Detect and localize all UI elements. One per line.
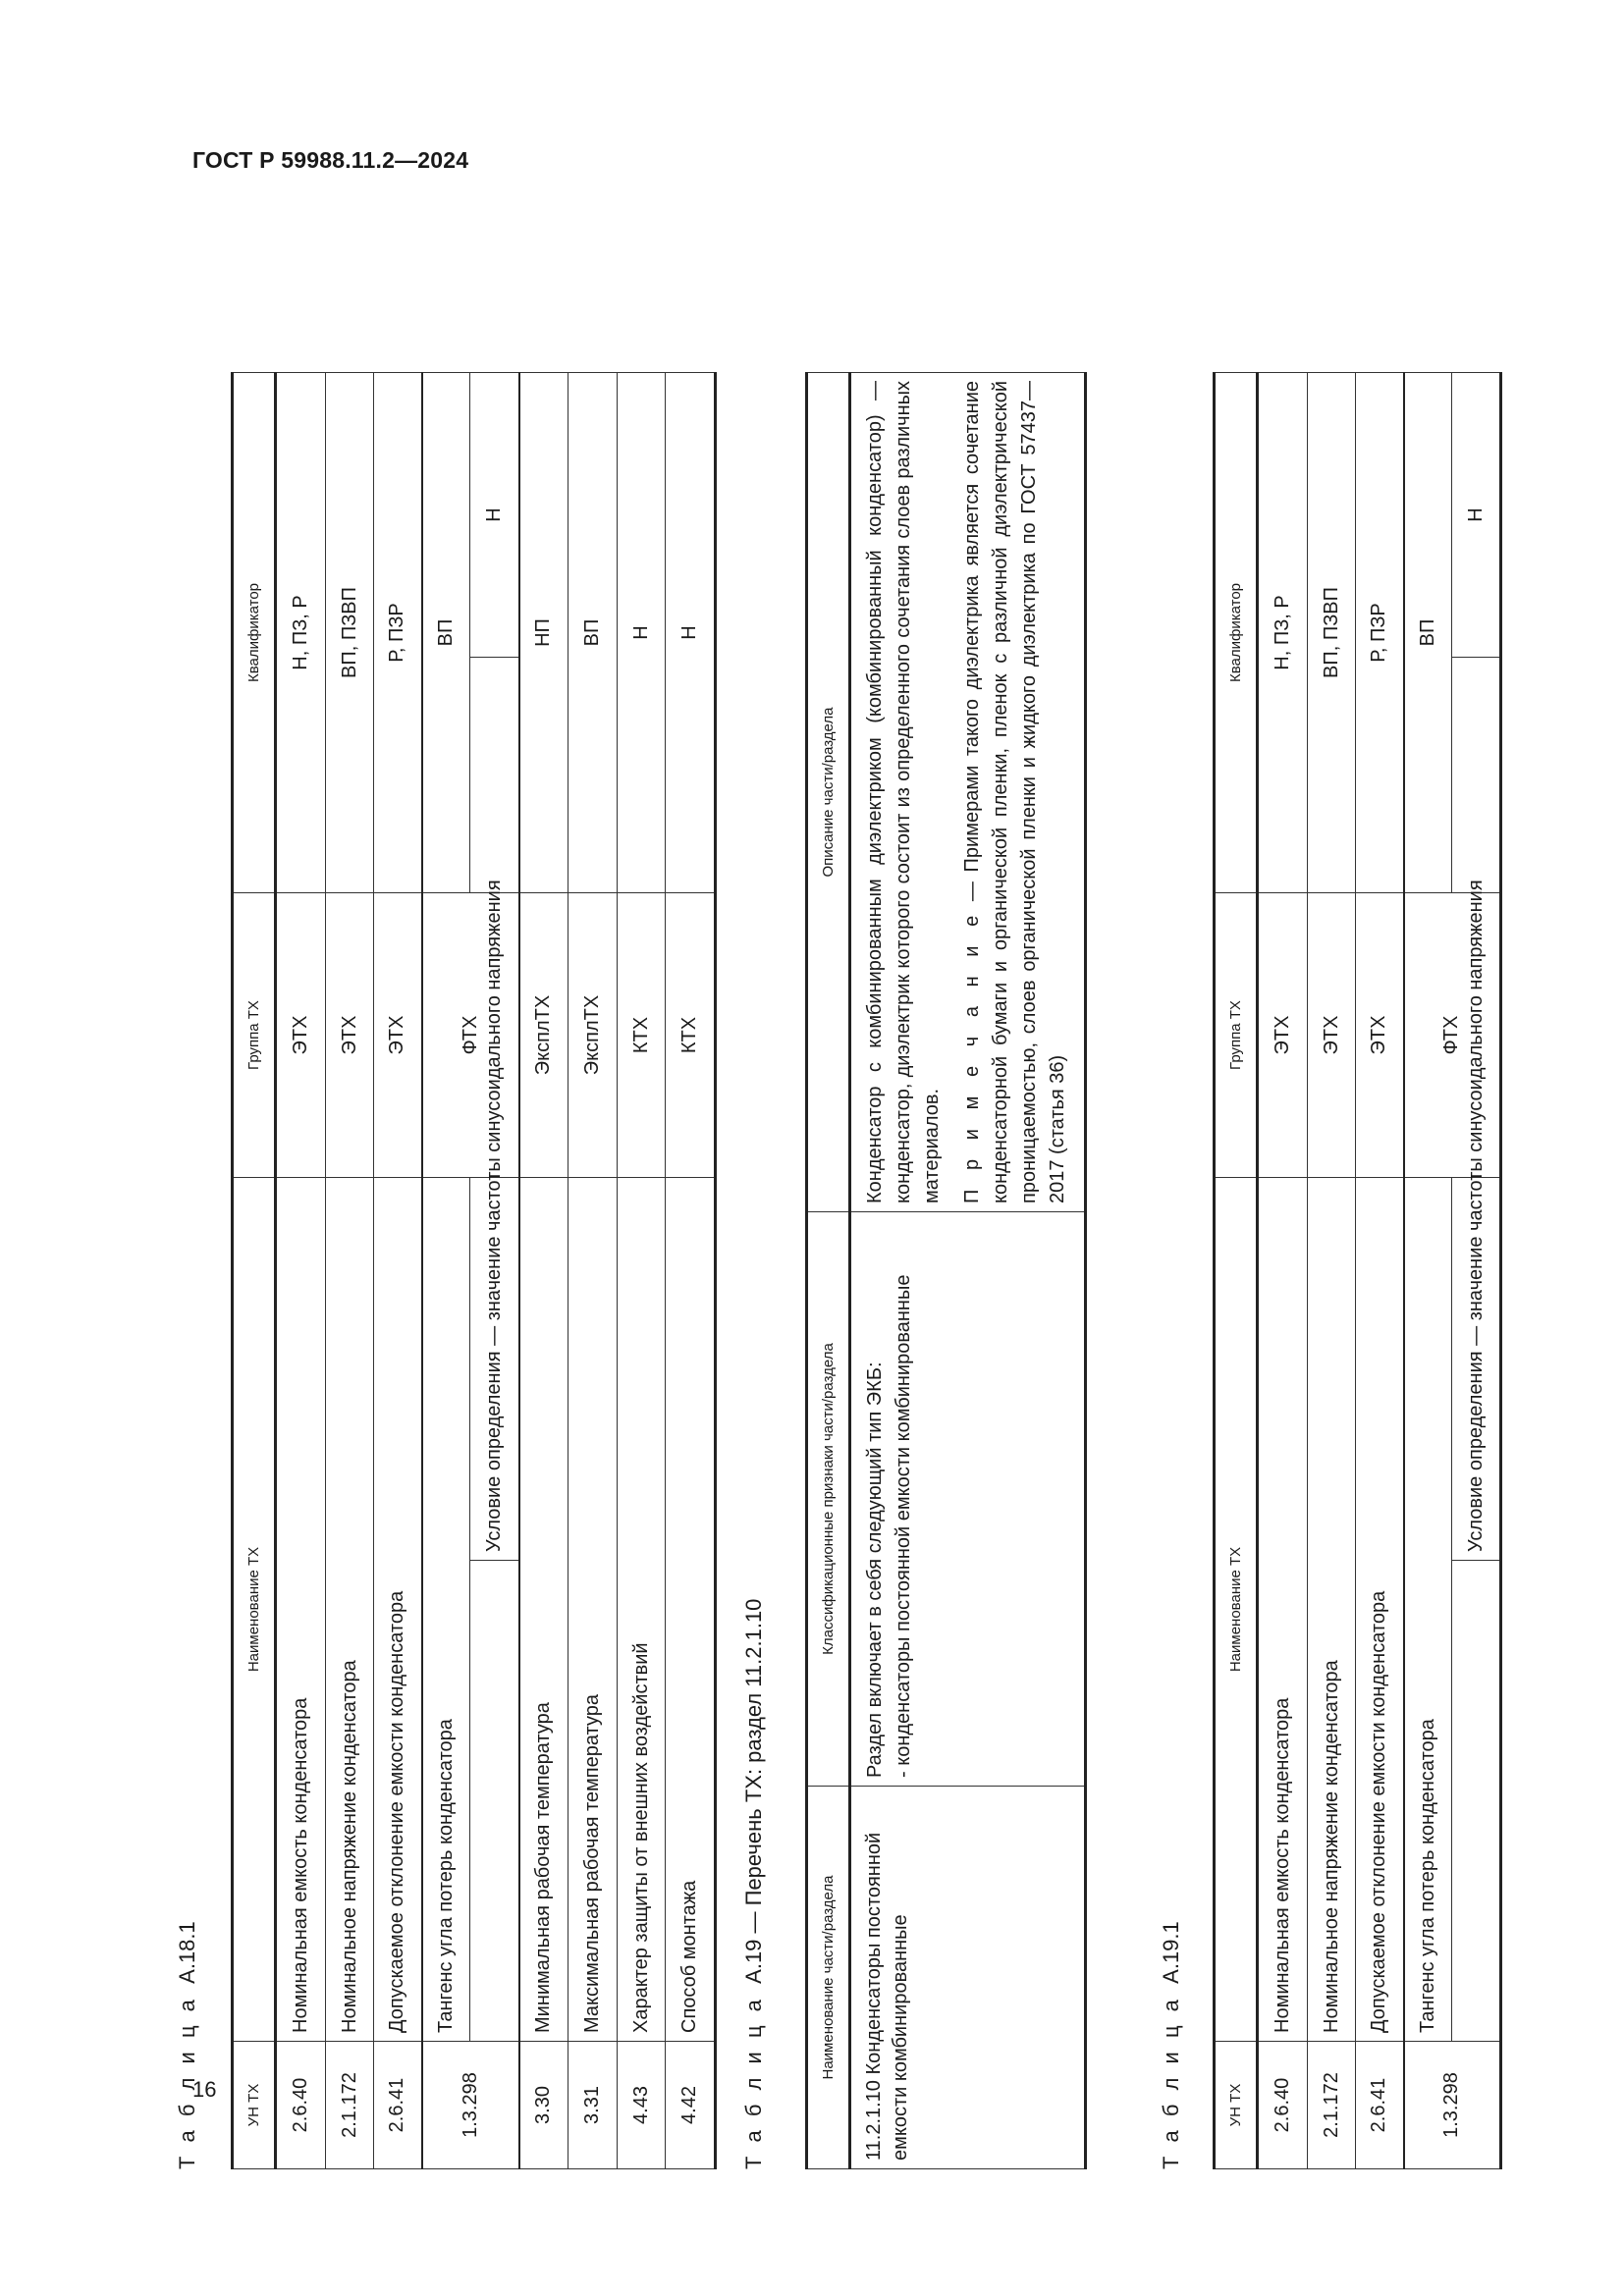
table-a19-caption: Т а б л и ц а А.19 — Перечень ТХ: раздел 11.2.1.10 xyxy=(741,1598,766,2169)
description-cell: Конденсатор с комбинированным диэлектриком (комбинированный конденсатор) — конденсатор, диэлектрик которого состоит из определенного сочетания слоев различных материалов. П р и м е ч а н и е — Примерами такого диэлектрика является сочетание конденсаторной бумаги и органической пленки, пленок с различной диэлектрической проницаемостью, слоев органической пленки и жидкого диэлектрика по ГОСТ 57437—2017 (статья 36) xyxy=(850,373,1086,1212)
table-row: 1.3.298 Тангенс угла потерь конденсатора ФТХ ВП xyxy=(422,372,470,2168)
col-header-qualifier: Квалификатор xyxy=(233,372,276,892)
rotated-content xyxy=(177,49,1532,2169)
table-row: 2.1.172 Номинальное напряжение конденсатора ЭТХ ВП, ПЗВП xyxy=(326,372,374,2168)
col-header-description: Описание части/раздела xyxy=(807,373,850,1212)
col-header-group: Группа ТХ xyxy=(233,892,276,1177)
table-a19-1 xyxy=(1213,372,1502,2169)
col-header-code: УН ТХ xyxy=(1215,2042,1258,2169)
table-row: 3.30 Минимальная рабочая температура ЭксплТХ НП xyxy=(519,372,568,2168)
table-row: 2.6.40 Номинальная емкость конденсатора ЭТХ Н, ПЗ, Р xyxy=(1258,372,1308,2168)
col-header-name: Наименование ТХ xyxy=(1215,1177,1258,2041)
col-header-section-name: Наименование части/раздела xyxy=(807,1787,850,2169)
section-name-cell: 11.2.1.10 Конденсаторы постоянной емкости комбинированные xyxy=(850,1787,1086,2169)
table-row xyxy=(850,373,1086,2169)
features-cell: Раздел включает в себя следующий тип ЭКБ: - конденсаторы постоянной емкости комбинированные xyxy=(850,1212,1086,1787)
table-row: 4.43 Характер защиты от внешних воздействий КТХ Н xyxy=(618,372,666,2168)
col-header-qualifier: Квалификатор xyxy=(1215,372,1258,892)
table-row: 3.31 Максимальная рабочая температура ЭксплТХ ВП xyxy=(568,372,618,2168)
table-row: 2.1.172 Номинальное напряжение конденсатора ЭТХ ВП, ПЗВП xyxy=(1308,372,1356,2168)
col-header-features: Классификационные признаки части/раздела xyxy=(807,1212,850,1787)
col-header-code: УН ТХ xyxy=(233,2042,276,2169)
table-row: 1.3.298 Тангенс угла потерь конденсатора ФТХ ВП xyxy=(1404,372,1452,2168)
col-header-group: Группа ТХ xyxy=(1215,892,1258,1177)
table-subrow: Условие определения — значение частоты синусоидального напряжения Н xyxy=(1452,372,1501,2168)
page-number: 16 xyxy=(192,2077,217,2102)
table-subrow: Условие определения — значение частоты синусоидального напряжения Н xyxy=(470,372,519,2168)
table-a19-1-caption: Т а б л и ц а А.19.1 xyxy=(1159,1921,1183,2169)
table-row: 2.6.41 Допускаемое отклонение емкости конденсатора ЭТХ Р, ПЗР xyxy=(374,372,422,2168)
table-row: 4.42 Способ монтажа КТХ Н xyxy=(666,372,716,2168)
table-row: 2.6.41 Допускаемое отклонение емкости конденсатора ЭТХ Р, ПЗР xyxy=(1356,372,1404,2168)
note-paragraph: П р и м е ч а н и е — Примерами такого диэлектрика является сочетание конденсаторной бумаги и органической пленки, пленок с различной диэлектрической проницаемостью, слоев органической пленки и жидкого диэлектрика по ГОСТ 57437—2017 (статья 36) xyxy=(961,380,1068,1203)
table-row: 2.6.40 Номинальная емкость конденсатора ЭТХ Н, ПЗ, Р xyxy=(276,372,326,2168)
col-header-name: Наименование ТХ xyxy=(233,1177,276,2041)
table-a19 xyxy=(805,372,1087,2169)
document-header: ГОСТ Р 59988.11.2—2024 xyxy=(192,147,469,173)
table-a18-1-caption: Т а б л и ц а А.18.1 xyxy=(175,1921,199,2169)
table-a18-1 xyxy=(231,372,717,2169)
